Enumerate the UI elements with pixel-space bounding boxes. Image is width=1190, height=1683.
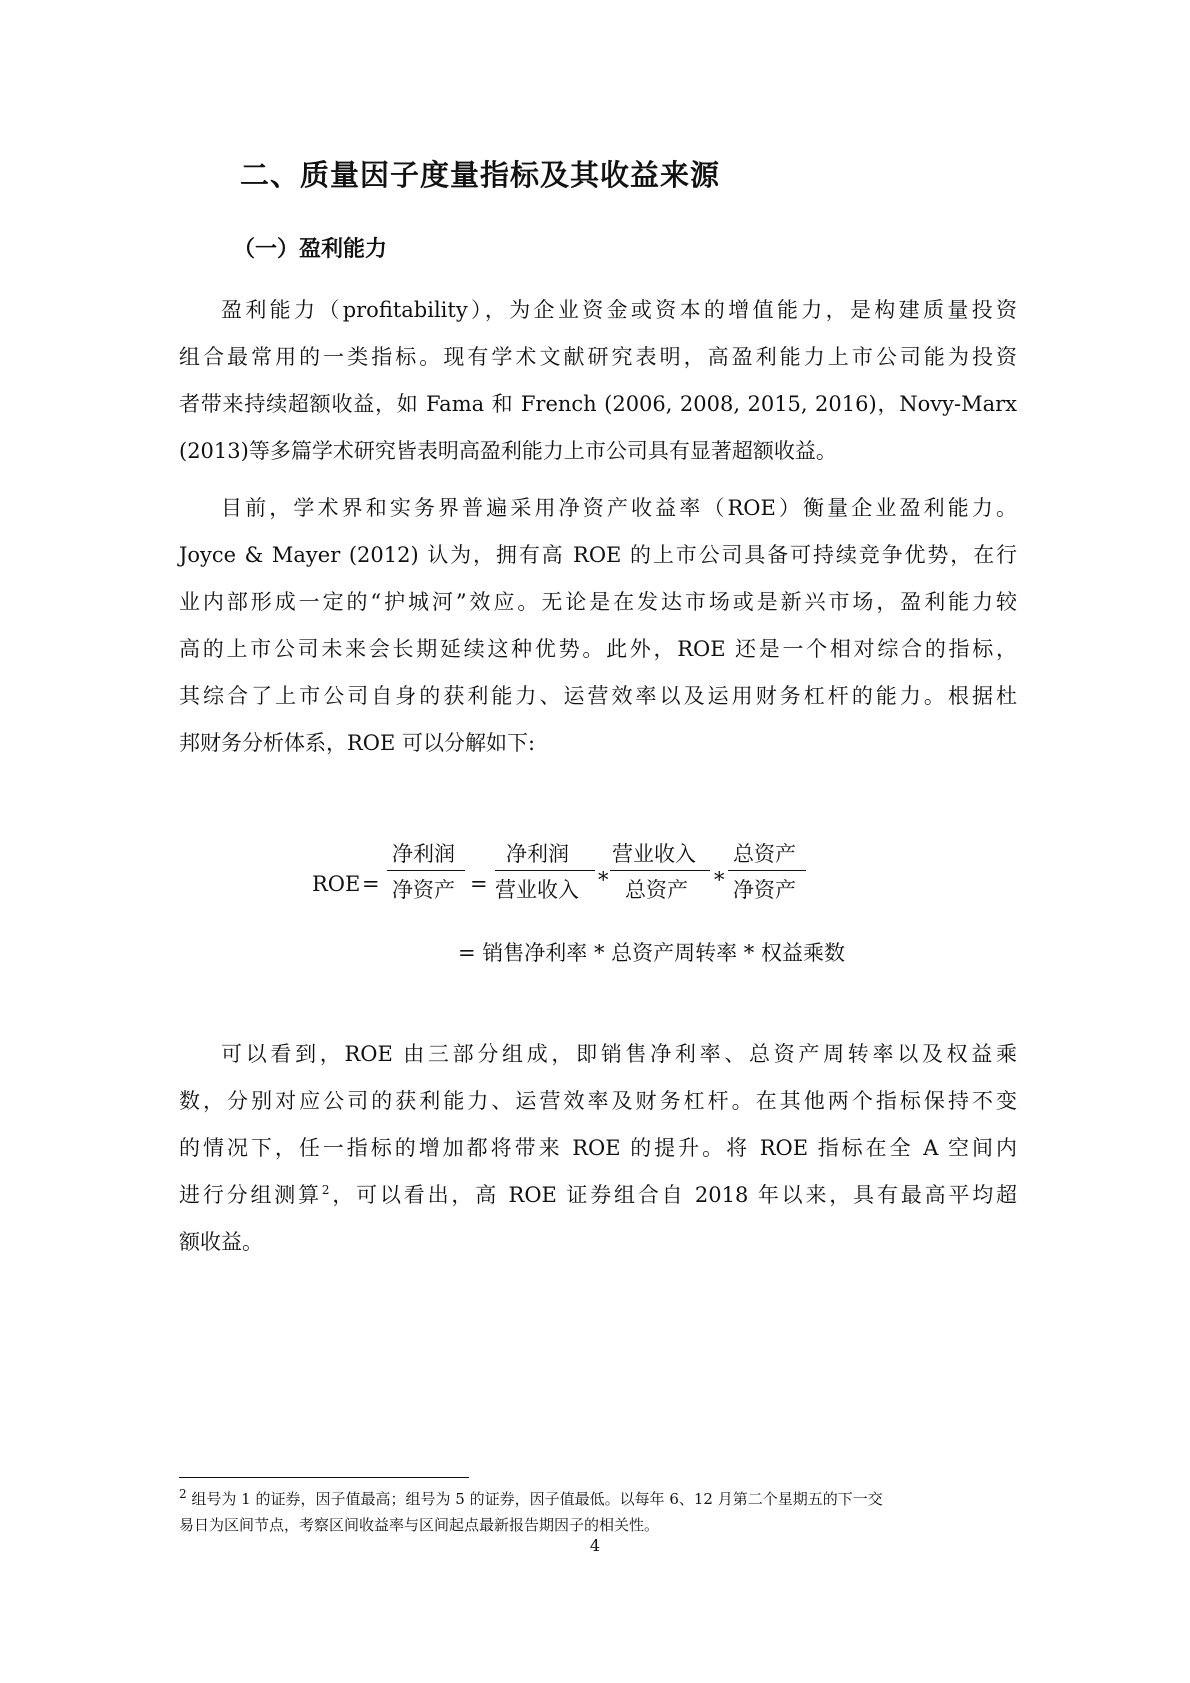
paragraph-line: 邦财务分析体系，ROE 可以分解如下: [179,731,536,755]
paragraph-line: 额收益。 [179,1230,263,1254]
text-run: ，可以看出，高 ROE 证券组合自 2018 年以来，具有最高平均超 [329,1183,1018,1207]
fraction-3-numerator: 营业收入 [612,842,696,866]
footnote-divider [179,1477,469,1478]
fraction-1-denominator: 净资产 [392,878,455,902]
fraction-1-bar [387,870,465,871]
formula-lhs: ROE [312,872,361,896]
fraction-4-bar [728,870,806,871]
footnote-marker: 2 [179,1487,187,1501]
formula-equals-2: = [470,872,488,896]
paragraph-line: 组合最常用的一类指标。现有学术文献研究表明，高盈利能力上市公司能为投资 [179,345,1017,369]
paragraph-line: 者带来持续超额收益，如 Fama 和 French (2006, 2008, 2015, 2016)，Novy-Marx [179,392,1017,416]
fraction-2-bar [495,870,595,871]
footnote [179,1486,1019,1538]
subsection-heading: （一）盈利能力 [233,237,388,262]
text-run: 进行分组测算 [179,1183,322,1207]
paragraph-line: 盈利能力（profitability），为企业资金或资本的增值能力，是构建质量投资 [221,298,1017,322]
paragraph-line [179,1172,1017,1219]
footnote-text: 组号为 1 的证券，因子值最高；组号为 5 的证券，因子值最低。以每年 6、12 月第二个星期五的下一交 [186,1490,883,1508]
fraction-3-denominator: 总资产 [625,878,688,902]
fraction-4-numerator: 总资产 [733,842,796,866]
fraction-2-numerator: 净利润 [506,842,569,866]
section-heading: 二、质量因子度量指标及其收益来源 [240,158,721,192]
paragraph-line: 可以看到，ROE 由三部分组成，即销售净利率、总资产周转率以及权益乘 [221,1042,1017,1066]
page-number: 4 [589,1536,601,1555]
paragraph-line: 业内部形成一定的“护城河”效应。无论是在发达市场或是新兴市场，盈利能力较 [179,590,1017,614]
formula-equals: = [362,872,380,896]
paragraph-line: 高的上市公司未来会长期延续这种优势。此外，ROE 还是一个相对综合的指标， [179,637,1017,661]
dupont-formula [0,838,1190,988]
paragraph-line: 目前，学术界和实务界普遍采用净资产收益率（ROE）衡量企业盈利能力。 [221,496,1017,520]
footnote-line: 易日为区间节点，考察区间收益率与区间起点最新报告期因子的相关性。 [179,1516,660,1534]
formula-times-2: * [714,868,725,892]
formula-times-1: * [598,868,609,892]
footnote-reference: 2 [321,1183,330,1197]
fraction-2-denominator: 营业收入 [495,878,579,902]
paragraph-line: 的情况下，任一指标的增加都将带来 ROE 的提升。将 ROE 指标在全 A 空间内 [179,1136,1017,1160]
paragraph-profitability [179,287,1017,475]
paragraph-roe [179,485,1017,767]
fraction-3-bar [610,870,710,871]
paragraph-line: Joyce & Mayer (2012) 认为，拥有高 ROE 的上市公司具备可持续竞争优势，在行 [179,543,1017,567]
formula-line-2: = 销售净利率 * 总资产周转率 * 权益乘数 [458,941,845,965]
footnote-line [179,1486,1019,1512]
paragraph-roe-components [179,1031,1017,1266]
paragraph-line: (2013)等多篇学术研究皆表明高盈利能力上市公司具有显著超额收益。 [179,439,837,463]
paragraph-line: 其综合了上市公司自身的获利能力、运营效率以及运用财务杠杆的能力。根据杜 [179,684,1017,708]
fraction-4-denominator: 净资产 [733,878,796,902]
paragraph-line: 数，分别对应公司的获利能力、运营效率及财务杠杆。在其他两个指标保持不变 [179,1089,1017,1113]
fraction-1-numerator: 净利润 [392,842,455,866]
